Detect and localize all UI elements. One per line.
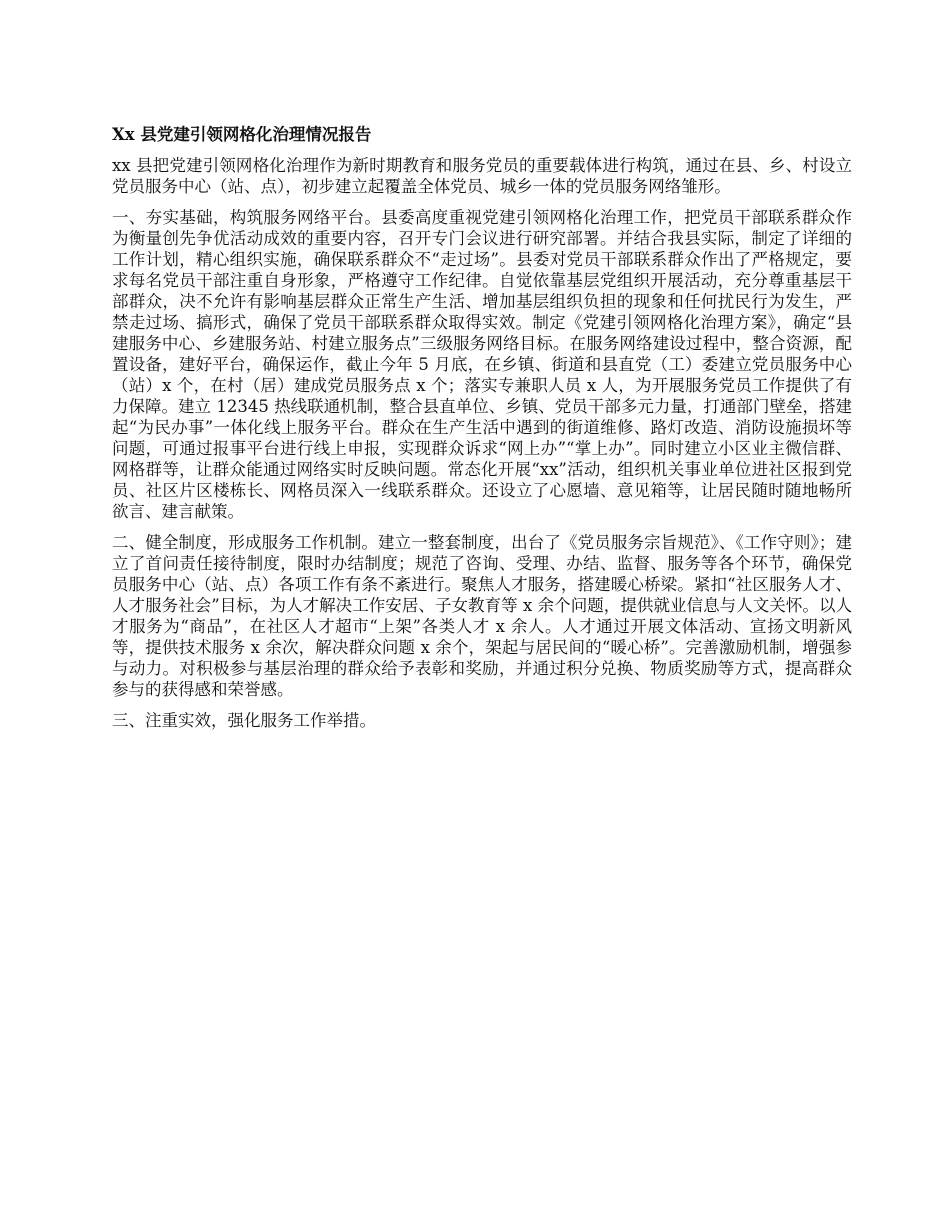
paragraph-section-three: 三、注重实效，强化服务工作举措。 — [112, 711, 376, 730]
document-title: Xx 县党建引领网格化治理情况报告 — [112, 125, 372, 144]
paragraph-section-two: 二、健全制度，形成服务工作机制。建立一整套制度，出台了《党员服务宗旨规范》、《工作守则》；建立了首问责任接待制度，限时办结制度；规范了咨询、受理、办结、监督、服务等各个环节，确保党员服务中心（站、点）各项工作有条不紊进行。聚焦人才服务，搭建暖心桥梁。紧扣“社区服务人才、人才服务社会”目标，为人才解决工作安居、子女教育等 x 余个问题，提供就业信息与人文关怀。以人才服务为“商品”，在社区人才超市“上架”各类人才 x 余人。人才通过开展文体活动、宣扬文明新风等，提供技术服务 x 余次，解决群众问题 x 余个，架起与居民间的“暖心桥”。完善激励机制，增强参与动力。对积极参与基层治理的群众给予表彰和奖励，并通过积分兑换、物质奖励等方式，提高群众参与的获得感和荣誉感。 — [112, 533, 852, 699]
document-page — [112, 124, 852, 741]
paragraph-intro: xx 县把党建引领网格化治理作为新时期教育和服务党员的重要载体进行构筑，通过在县、乡、村设立党员服务中心（站、点），初步建立起覆盖全体党员、城乡一体的党员服务网络雏形。 — [112, 156, 852, 196]
paragraph-section-one: 一、夯实基础，构筑服务网络平台。县委高度重视党建引领网格化治理工作，把党员干部联系群众作为衡量创先争优活动成效的重要内容，召开专门会议进行研究部署。并结合我县实际，制定了详细的工作计划，精心组织实施，确保联系群众不“走过场”。县委对党员干部联系群众作出了严格规定，要求每名党员干部注重自身形象，严格遵守工作纪律。自觉依靠基层党组织开展活动，充分尊重基层干部群众，决不允许有影响基层群众正常生产生活、增加基层组织负担的现象和任何扰民行为发生，严禁走过场、搞形式，确保了党员干部联系群众取得实效。制定《党建引领网格化治理方案》，确定“县建服务中心、乡建服务站、村建立服务点”三级服务网络目标。在服务网络建设过程中，整合资源，配置设备，建好平台，确保运作，截止今年 5 月底，在乡镇、街道和县直党（工）委建立党员服务中心（站）x 个，在村（居）建成党员服务点 x 个；落实专兼职人员 x 人，为开展服务党员工作提供了有力保障。建立 12345 热线联通机制，整合县直单位、乡镇、党员干部多元力量，打通部门壁垒，搭建起“为民办事”一体化线上服务平台。群众在生产生活中遇到的街道维修、路灯改造、消防设施损坏等问题，可通过报事平台进行线上申报，实现群众诉求“网上办”“掌上办”。同时建立小区业主微信群、网格群等，让群众能通过网络实时反映问题。常态化开展“xx”活动，组织机关事业单位进社区报到党员、社区片区楼栋长、网格员深入一线联系群众。还设立了心愿墙、意见箱等，让居民随时随地畅所欲言、建言献策。 — [112, 208, 852, 521]
